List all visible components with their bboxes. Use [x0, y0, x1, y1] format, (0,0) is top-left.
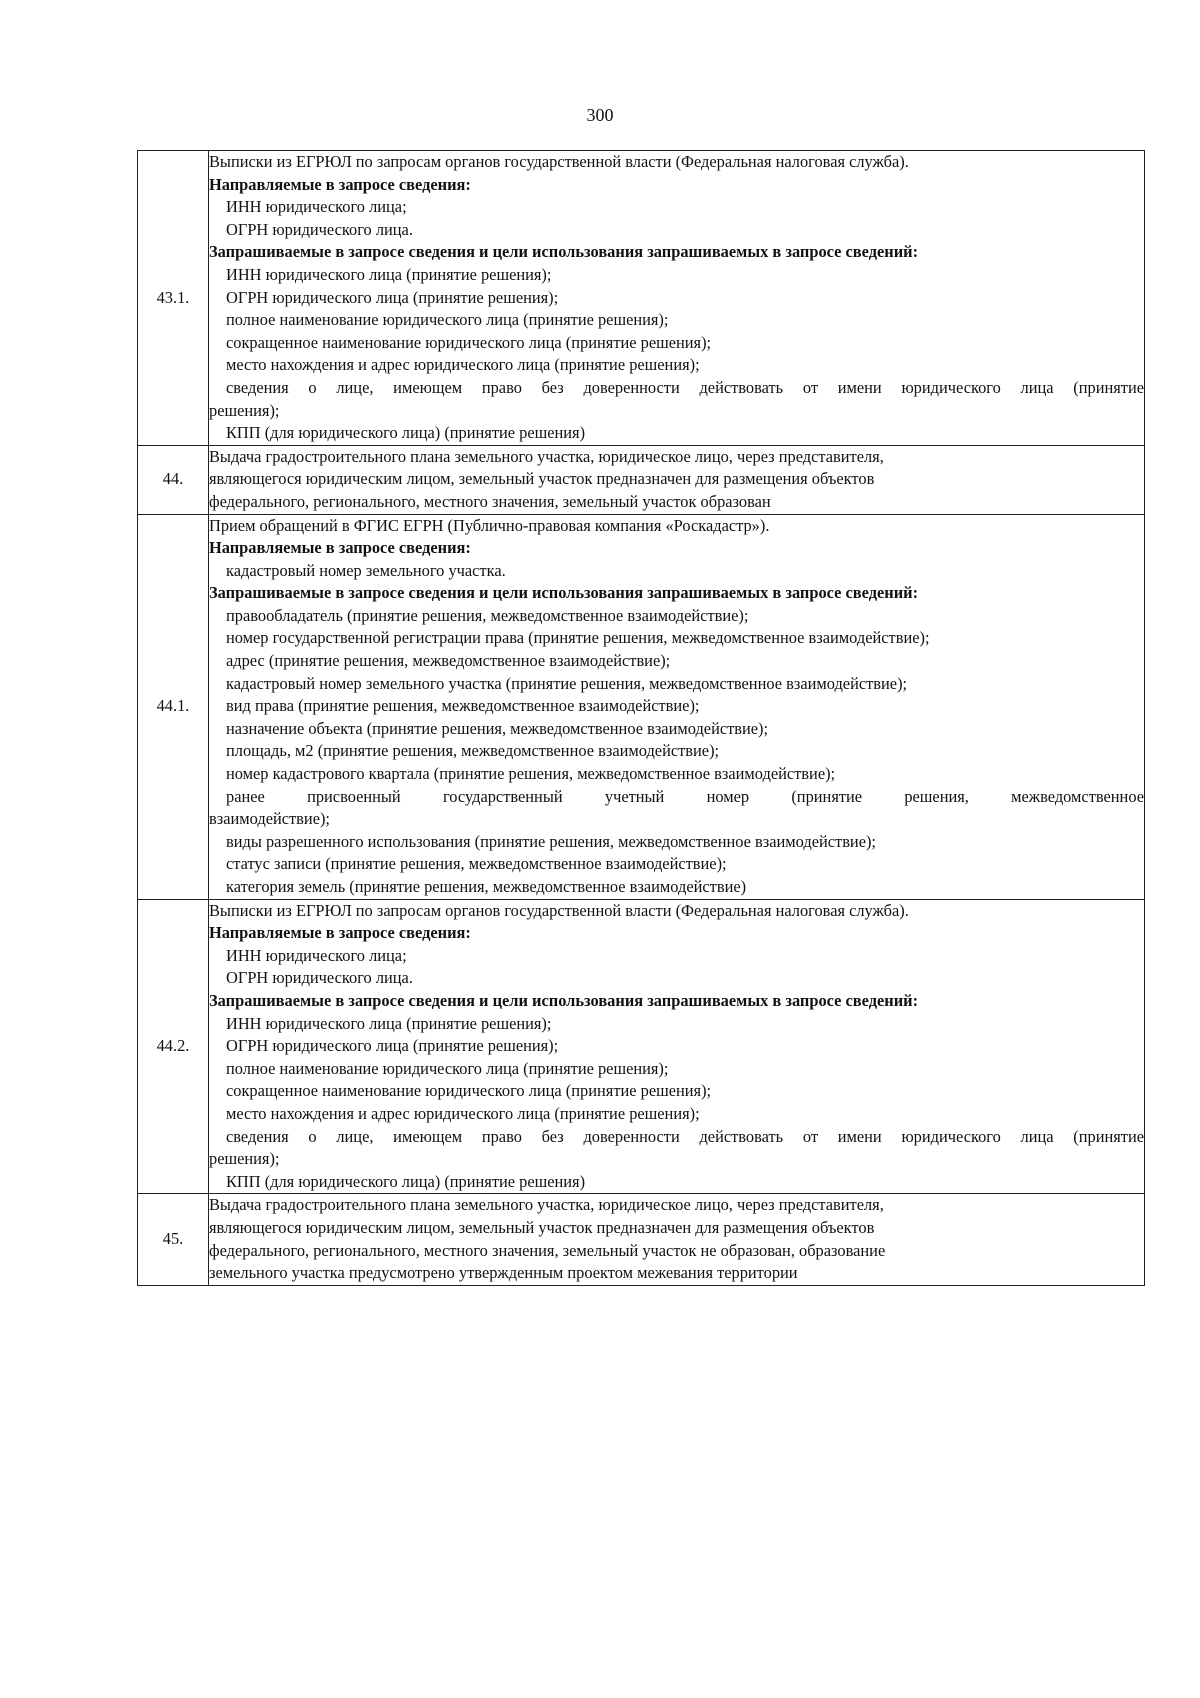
requests-table-body — [138, 151, 1145, 1286]
content-line: земельного участка предусмотрено утвержденным проектом межевания территории — [209, 1263, 798, 1283]
table-row — [138, 514, 1145, 899]
section-heading: Запрашиваемые в запросе сведения и цели использования запрашиваемых в запросе сведений: — [209, 583, 919, 603]
content-line: Выписки из ЕГРЮЛ по запросам органов государственной власти (Федеральная налоговая служба). — [209, 900, 909, 920]
content-line: вид права (принятие решения, межведомственное взаимодействие); — [226, 696, 700, 716]
row-number: 45. — [138, 1194, 209, 1285]
table-row — [138, 1194, 1145, 1285]
content-line: сведения о лице, имеющем право без доверенности действовать от имени юридического лица (принятие — [226, 1126, 1144, 1146]
section-heading: Запрашиваемые в запросе сведения и цели использования запрашиваемых в запросе сведений: — [209, 990, 919, 1010]
page-number: 300 — [586, 105, 614, 125]
content-line: правообладатель (принятие решения, межведомственное взаимодействие); — [226, 605, 749, 625]
content-line: виды разрешенного использования (принятие решения, межведомственное взаимодействие); — [226, 831, 876, 851]
content-line: полное наименование юридического лица (принятие решения); — [226, 1058, 669, 1078]
content-line: сокращенное наименование юридического лица (принятие решения); — [226, 1081, 712, 1101]
content-line: являющегося юридическим лицом, земельный участок предназначен для размещения объектов — [209, 1217, 875, 1237]
requests-table — [137, 150, 1145, 1286]
row-content — [209, 445, 1145, 514]
content-line: сведения о лице, имеющем право без доверенности действовать от имени юридического лица (принятие — [226, 377, 1144, 397]
content-line: взаимодействие); — [209, 809, 330, 829]
row-content — [209, 899, 1145, 1194]
content-line: номер государственной регистрации права (принятие решения, межведомственное взаимодействие); — [226, 628, 930, 648]
content-line: адрес (принятие решения, межведомственное взаимодействие); — [226, 651, 671, 671]
table-row — [138, 445, 1145, 514]
content-line: решения); — [209, 400, 280, 420]
section-heading: Направляемые в запросе сведения: — [209, 923, 471, 943]
table-row — [138, 899, 1145, 1194]
section-heading: Запрашиваемые в запросе сведения и цели использования запрашиваемых в запросе сведений: — [209, 242, 919, 262]
section-heading: Направляемые в запросе сведения: — [209, 174, 471, 194]
content-line: ОГРН юридического лица. — [226, 968, 413, 988]
row-number: 44.2. — [138, 899, 209, 1194]
content-line: ОГРН юридического лица (принятие решения); — [226, 1036, 559, 1056]
content-line: являющегося юридическим лицом, земельный участок предназначен для размещения объектов — [209, 469, 875, 489]
row-content — [209, 514, 1145, 899]
table-row — [138, 151, 1145, 446]
content-line: ИНН юридического лица; — [226, 945, 407, 965]
content-line: Выписки из ЕГРЮЛ по запросам органов государственной власти (Федеральная налоговая служба). — [209, 152, 909, 171]
row-content — [209, 1194, 1145, 1285]
content-line: категория земель (принятие решения, межведомственное взаимодействие) — [226, 877, 747, 896]
content-line: Прием обращений в ФГИС ЕГРН (Публично-правовая компания «Роскадастр»). — [209, 515, 770, 535]
row-content — [209, 151, 1145, 446]
content-line: ОГРН юридического лица (принятие решения); — [226, 287, 559, 307]
content-line: номер кадастрового квартала (принятие решения, межведомственное взаимодействие); — [226, 764, 836, 784]
content-line: ИНН юридического лица (принятие решения); — [226, 264, 552, 284]
content-line: Выдача градостроительного плана земельного участка, юридическое лицо, через представителя, — [209, 1195, 884, 1215]
content-line: ИНН юридического лица; — [226, 197, 407, 217]
row-number: 43.1. — [138, 151, 209, 446]
content-line: КПП (для юридического лица) (принятие решения) — [226, 423, 586, 443]
section-heading: Направляемые в запросе сведения: — [209, 538, 471, 558]
content-line: площадь, м2 (принятие решения, межведомственное взаимодействие); — [226, 741, 720, 761]
content-line: сокращенное наименование юридического лица (принятие решения); — [226, 332, 712, 352]
content-line: ИНН юридического лица (принятие решения); — [226, 1013, 552, 1033]
content-line: федерального, регионального, местного значения, земельный участок не образован, образование — [209, 1240, 886, 1260]
content-line: статус записи (принятие решения, межведомственное взаимодействие); — [226, 854, 727, 874]
content-line: Выдача градостроительного плана земельного участка, юридическое лицо, через представителя, — [209, 446, 884, 466]
content-line: ранее присвоенный государственный учетный номер (принятие решения, межведомственное — [226, 786, 1144, 806]
row-number: 44.1. — [138, 514, 209, 899]
content-line: ОГРН юридического лица. — [226, 219, 413, 239]
content-line: назначение объекта (принятие решения, межведомственное взаимодействие); — [226, 718, 769, 738]
content-line: кадастровый номер земельного участка (принятие решения, межведомственное взаимодействие); — [226, 673, 908, 693]
content-line: кадастровый номер земельного участка. — [226, 560, 506, 580]
content-line: полное наименование юридического лица (принятие решения); — [226, 310, 669, 330]
content-line: место нахождения и адрес юридического лица (принятие решения); — [226, 355, 700, 375]
row-number: 44. — [138, 445, 209, 514]
content-line: решения); — [209, 1149, 280, 1169]
content-line: место нахождения и адрес юридического лица (принятие решения); — [226, 1103, 700, 1123]
content-line: КПП (для юридического лица) (принятие решения) — [226, 1171, 586, 1191]
content-line: федерального, регионального, местного значения, земельный участок образован — [209, 491, 771, 511]
